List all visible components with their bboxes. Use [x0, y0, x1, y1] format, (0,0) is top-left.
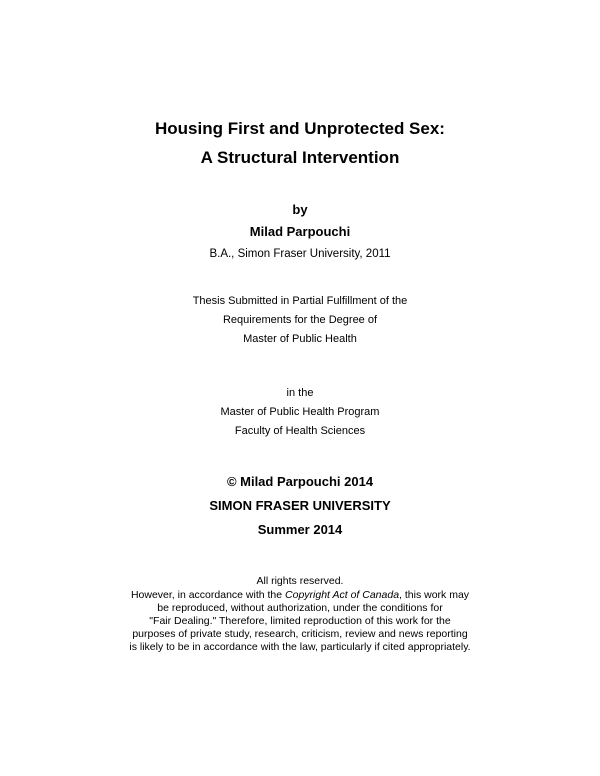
- author-credential: B.A., Simon Fraser University, 2011: [209, 248, 391, 260]
- rights-line-2-end: , this work may: [399, 589, 470, 601]
- copyright-act-title: Copyright Act of Canada: [285, 589, 400, 601]
- in-the-label: in the: [286, 387, 314, 399]
- by-label: by: [292, 202, 308, 217]
- rights-line-3: be reproduced, without authorization, under the conditions for: [157, 602, 443, 614]
- rights-line-2: [0, 590, 600, 601]
- copyright-holder: © Milad Parpouchi 2014: [226, 474, 374, 489]
- thesis-title-line-1: Housing First and Unprotected Sex:: [155, 119, 445, 138]
- rights-line-2-start: However, in accordance with the: [130, 589, 286, 601]
- author-name: Milad Parpouchi: [249, 224, 351, 239]
- rights-line-5: purposes of private study, research, criticism, review and news reporting: [132, 628, 468, 640]
- thesis-title-line-2: A Structural Intervention: [200, 148, 400, 167]
- degree-name: Master of Public Health: [243, 333, 357, 345]
- submission-line-1: Thesis Submitted in Partial Fulfillment of the: [192, 295, 408, 307]
- rights-line-4: "Fair Dealing." Therefore, limited reproduction of this work for the: [149, 615, 451, 627]
- submission-line-2: Requirements for the Degree of: [222, 314, 378, 326]
- faculty-name: Faculty of Health Sciences: [234, 425, 366, 437]
- university-name: SIMON FRASER UNIVERSITY: [209, 498, 391, 513]
- rights-line-6: is likely to be in accordance with the law, particularly if cited appropriately.: [129, 641, 471, 653]
- program-name: Master of Public Health Program: [220, 406, 380, 418]
- term: Summer 2014: [257, 522, 343, 537]
- rights-reserved: All rights reserved.: [256, 575, 344, 587]
